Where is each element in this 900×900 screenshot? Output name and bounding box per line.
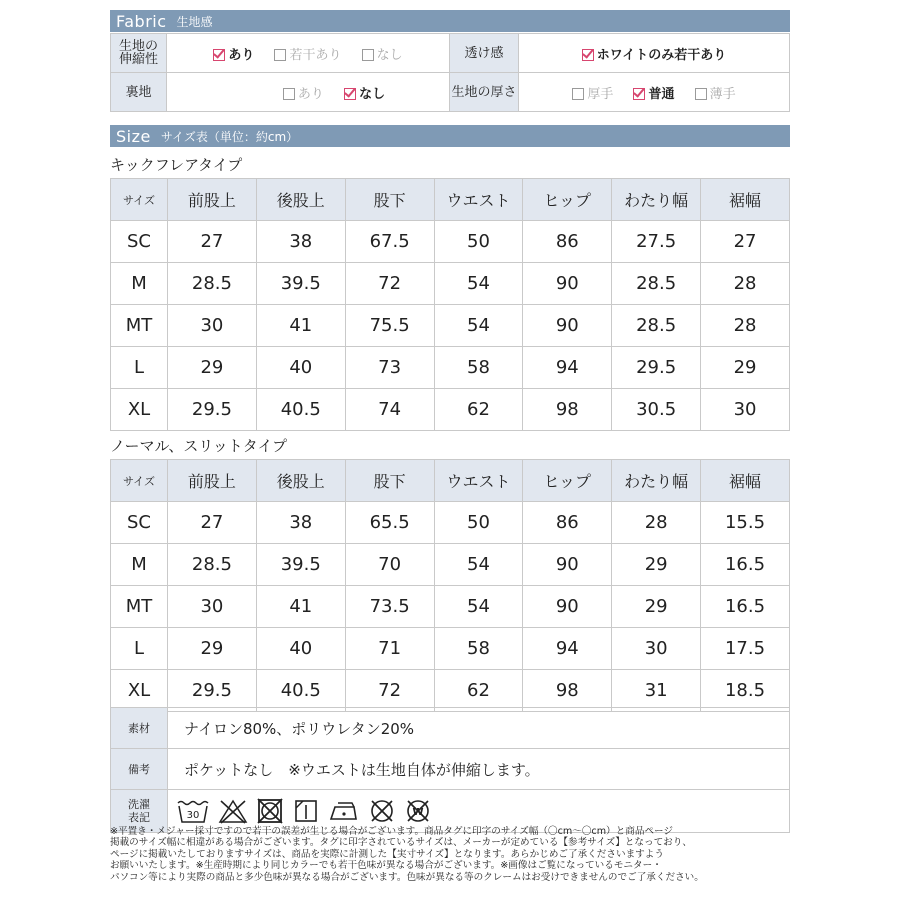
size-label-cell: MT [111,586,168,628]
size-value-cell: 41 [256,586,345,628]
stretch-option-no: なし [362,44,403,63]
table-row [111,221,790,263]
col-back-rise: 後股上 [256,460,345,502]
col-inseam: 股下 [345,460,434,502]
size-value-cell: 90 [523,544,612,586]
size-value-cell: 29.5 [168,670,257,712]
size-value-cell: 17.5 [701,628,790,670]
size-value-cell: 29 [168,628,257,670]
table-row [111,502,790,544]
size-value-cell: 28.5 [612,263,701,305]
note-line: 掲載のサイズ幅に相違がある場合がございます。タグに印字されているサイズは、メーカーが定めている【参考サイズ】となっており、 [110,837,692,849]
size-value-cell: 72 [345,670,434,712]
size-value-cell: 28 [701,263,790,305]
size-value-cell: 72 [345,263,434,305]
checkbox-empty-icon [274,49,286,61]
size-value-cell: 30 [701,389,790,431]
size-value-cell: 73 [345,347,434,389]
table-row [111,544,790,586]
size-value-cell: 30 [168,305,257,347]
col-hip: ヒップ [523,179,612,221]
size-table-header [111,460,790,502]
checkbox-checked-icon [582,49,594,61]
thickness-label: 生地の厚さ [450,73,519,112]
svg-text:30: 30 [186,810,200,821]
size-value-cell: 54 [434,586,523,628]
col-inseam: 股下 [345,179,434,221]
sheer-option-white: ホワイトのみ若干あり [582,44,727,63]
note-line: ※平置き・メジャー採寸ですので若干の誤差が生じる場合がございます。商品タグに印字のサイズ幅（〇cm〜〇cm）と商品ページ [110,826,674,837]
size-value-cell: 41 [256,305,345,347]
col-front-rise: 前股上 [168,179,257,221]
size-value-cell: 27 [701,221,790,263]
iron-low-icon [328,797,360,825]
size-value-cell: 94 [523,347,612,389]
note-line: お願いいたします。※生産時期により同じカラーでも若干色味が異なる場合がございます。※画像はご覧になっているモニター・ [110,860,662,872]
size-value-cell: 40 [256,628,345,670]
fabric-heading-sub: 生地感 [176,14,213,29]
size-value-cell: 29.5 [168,389,257,431]
thickness-option-normal: 普通 [633,83,674,102]
no-tumble-dry-icon [256,797,284,825]
thickness-option-thick: 厚手 [572,83,613,102]
size-value-cell: 58 [434,347,523,389]
size-value-cell: 40.5 [256,670,345,712]
size-value-cell: 28 [612,502,701,544]
size-value-cell: 28.5 [168,263,257,305]
material-value: ナイロン80%、ポリウレタン20% [168,708,790,749]
size-value-cell: 94 [523,628,612,670]
size-value-cell: 73.5 [345,586,434,628]
size-value-cell: 54 [434,544,523,586]
col-thigh: わたり幅 [612,179,701,221]
size-value-cell: 86 [523,502,612,544]
table-row [111,347,790,389]
size-value-cell: 62 [434,389,523,431]
size-label-cell: XL [111,389,168,431]
table-row [111,389,790,431]
col-waist: ウエスト [434,460,523,502]
size-heading: Size [116,126,151,146]
lining-options [167,73,450,112]
dry-flat-shade-icon [292,797,320,825]
col-waist: ウエスト [434,179,523,221]
sheer-label: 透け感 [450,34,519,73]
size-value-cell: 86 [523,221,612,263]
size-value-cell: 50 [434,221,523,263]
size-value-cell: 27.5 [612,221,701,263]
size-label-cell: L [111,628,168,670]
size-value-cell: 65.5 [345,502,434,544]
size-label-cell: L [111,347,168,389]
size-value-cell: 16.5 [701,586,790,628]
size-value-cell: 29 [612,544,701,586]
size-value-cell: 40.5 [256,389,345,431]
size-value-cell: 98 [523,389,612,431]
size-value-cell: 29 [168,347,257,389]
note-line: パソコン等により実際の商品と多少色味が異なる場合がございます。色味が異なる等のクレームはお受けできませんのでご了承ください。 [110,871,704,883]
size-heading-sub: サイズ表（単位：約cm） [160,129,299,144]
stretch-label: 生地の 伸縮性 [111,34,167,73]
table-row [111,670,790,712]
table-row [111,628,790,670]
col-front-rise: 前股上 [168,460,257,502]
kick-flare-title: キックフレアタイプ [110,156,243,174]
checkbox-empty-icon [572,88,584,100]
notes [110,826,800,883]
table-row [111,586,790,628]
col-hip: ヒップ [523,460,612,502]
stretch-option-yes: あり [213,44,254,63]
size-heading-bar [110,125,790,147]
size-value-cell: 27 [168,502,257,544]
size-value-cell: 40 [256,347,345,389]
size-label-cell: SC [111,502,168,544]
size-value-cell: 28.5 [168,544,257,586]
size-value-cell: 30 [168,586,257,628]
size-value-cell: 54 [434,263,523,305]
size-value-cell: 38 [256,221,345,263]
normal-slit-title: ノーマル、スリットタイプ [110,437,288,455]
size-value-cell: 29.5 [612,347,701,389]
size-value-cell: 58 [434,628,523,670]
checkbox-checked-icon [633,88,645,100]
material-label: 素材 [111,708,168,749]
size-value-cell: 90 [523,586,612,628]
no-wet-clean-icon [404,797,432,825]
size-value-cell: 67.5 [345,221,434,263]
size-value-cell: 75.5 [345,305,434,347]
size-value-cell: 50 [434,502,523,544]
lining-label: 裏地 [111,73,167,112]
size-value-cell: 98 [523,670,612,712]
size-value-cell: 16.5 [701,544,790,586]
col-hem: 裾幅 [701,179,790,221]
size-label-cell: M [111,263,168,305]
size-value-cell: 74 [345,389,434,431]
note-line: ページに掲載いたしておりますサイズは、商品を実際に計測した【実寸サイズ】となります。あらかじめご了承くださいますよう [110,848,664,860]
remarks-value: ポケットなし ※ウエストは生地自体が伸縮します。 [168,749,790,790]
checkbox-checked-icon [344,88,356,100]
checkbox-checked-icon [213,49,225,61]
size-table-header [111,179,790,221]
stretch-option-slight: 若干あり [274,44,341,63]
product-info-table [110,707,790,833]
size-value-cell: 29 [612,586,701,628]
lining-option-yes: あり [283,83,324,102]
size-value-cell: 29 [701,347,790,389]
size-table-normal-slit [110,459,790,712]
size-value-cell: 18.5 [701,670,790,712]
stretch-options [167,34,450,73]
size-value-cell: 62 [434,670,523,712]
thickness-option-thin: 薄手 [695,83,736,102]
size-value-cell: 39.5 [256,263,345,305]
size-value-cell: 70 [345,544,434,586]
size-label-cell: XL [111,670,168,712]
col-hem: 裾幅 [701,460,790,502]
size-value-cell: 28.5 [612,305,701,347]
size-value-cell: 71 [345,628,434,670]
svg-text:W: W [412,807,424,818]
fabric-heading: Fabric [116,11,167,31]
size-value-cell: 54 [434,305,523,347]
size-value-cell: 38 [256,502,345,544]
no-bleach-icon [218,797,248,825]
sheer-options [519,34,790,73]
col-thigh: わたり幅 [612,460,701,502]
size-value-cell: 90 [523,263,612,305]
size-value-cell: 90 [523,305,612,347]
table-row [111,305,790,347]
size-value-cell: 30.5 [612,389,701,431]
size-label-cell: MT [111,305,168,347]
care-label: 洗濯 表記 [111,790,168,833]
checkbox-empty-icon [695,88,707,100]
checkbox-empty-icon [283,88,295,100]
wash-30-icon [176,797,210,825]
size-value-cell: 31 [612,670,701,712]
checkbox-empty-icon [362,49,374,61]
size-value-cell: 39.5 [256,544,345,586]
remarks-label: 備考 [111,749,168,790]
col-size: サイズ [111,460,168,502]
size-value-cell: 27 [168,221,257,263]
col-back-rise: 後股上 [256,179,345,221]
fabric-table [110,33,790,112]
no-dry-clean-icon [368,797,396,825]
lining-option-no: なし [344,83,385,102]
size-label-cell: M [111,544,168,586]
size-table-kick-flare [110,178,790,431]
size-value-cell: 30 [612,628,701,670]
size-label-cell: SC [111,221,168,263]
fabric-heading-bar [110,10,790,32]
size-value-cell: 28 [701,305,790,347]
size-value-cell: 15.5 [701,502,790,544]
table-row [111,263,790,305]
col-size: サイズ [111,179,168,221]
thickness-options [519,73,790,112]
